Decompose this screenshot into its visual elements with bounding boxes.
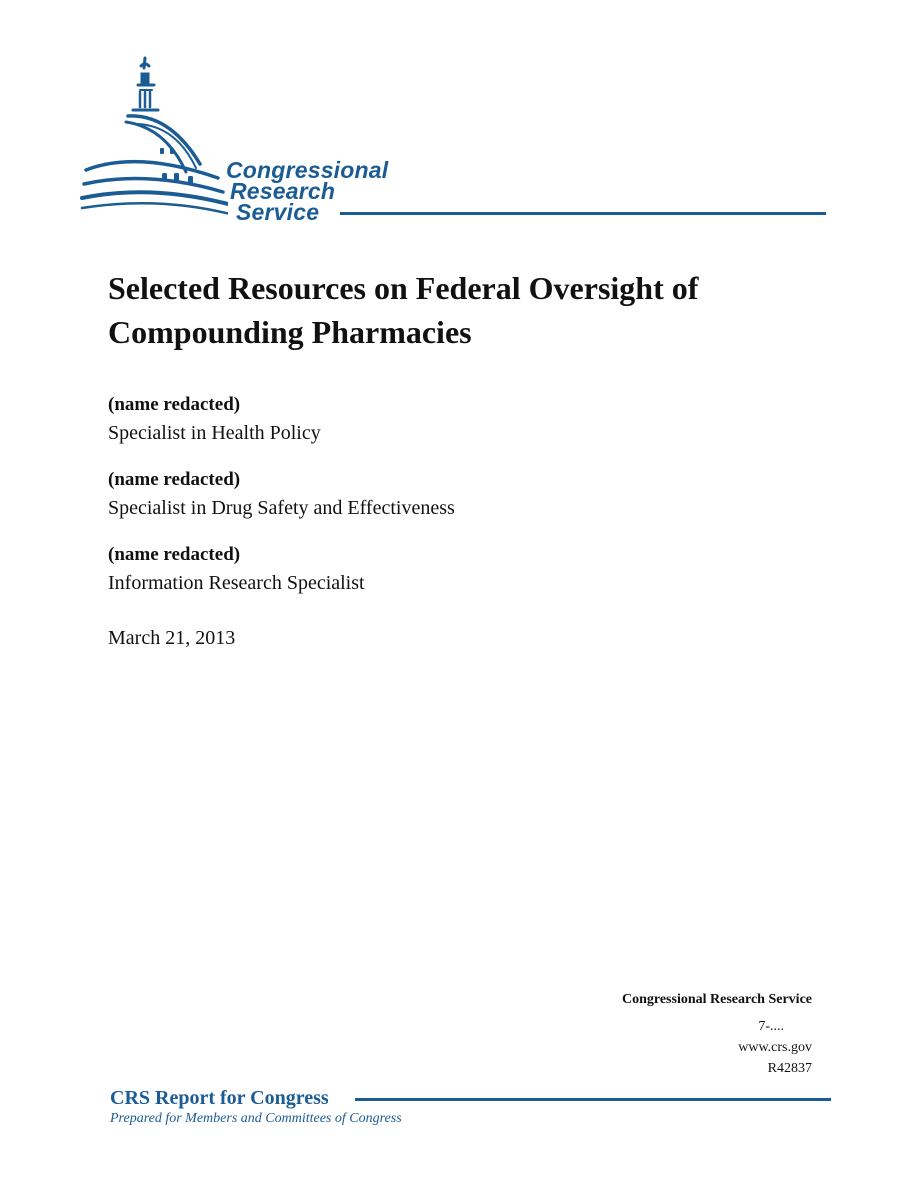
author-role: Specialist in Health Policy <box>108 422 321 444</box>
logo-text-congressional: Congressional <box>226 157 389 183</box>
author-block <box>108 391 708 447</box>
capitol-dome-logo-icon <box>78 52 228 222</box>
footer-title: CRS Report for Congress <box>110 1087 329 1109</box>
publisher-name: Congressional Research Service <box>621 992 812 1007</box>
header-divider <box>340 212 826 215</box>
footer-subtitle: Prepared for Members and Committees of Congress <box>110 1111 402 1126</box>
author-role: Specialist in Drug Safety and Effectiveness <box>108 497 455 519</box>
logo-text-research: Research <box>230 178 336 204</box>
author-block <box>108 541 708 597</box>
document-title: Selected Resources on Federal Oversight of Compounding Pharmacies <box>108 270 699 350</box>
publisher-info <box>622 990 812 1079</box>
footer-divider <box>355 1098 831 1101</box>
author-name: (name redacted) <box>108 544 241 565</box>
logo-text-service: Service <box>236 199 320 225</box>
author-name: (name redacted) <box>108 394 241 415</box>
publisher-code: 7-.... <box>758 1019 784 1034</box>
publisher-website: www.crs.gov <box>738 1040 812 1055</box>
author-name: (name redacted) <box>108 469 241 490</box>
author-block <box>108 466 708 522</box>
author-role: Information Research Specialist <box>108 572 365 594</box>
report-date: March 21, 2013 <box>108 627 236 649</box>
report-number: R42837 <box>767 1061 812 1076</box>
